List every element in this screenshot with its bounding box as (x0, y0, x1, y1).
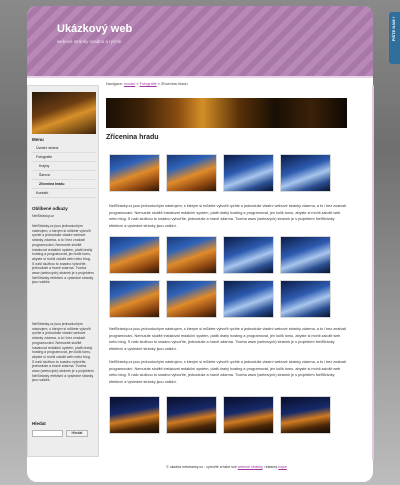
content-paragraph: NetStránky.cz jsou jednoduchým nástrojem, s kterým si můžete vytvořit rychle a jednoduše vlastní webové stránky zdarma, a to i bez znalostí programování. Nemusíte složitě instalovat redakční systém, platit drahý hosting a programovat, jen kolik tomu, abyste si mohli založit web nebo blog. S naší službou to snadno vytvoříte, jednoduše a hravě zdarma. Tvorba www (webových) stránek je s projektem NetStránky efektivní a výsledné stránky jsou validní. (109, 360, 347, 384)
search-button[interactable]: Hledat (66, 430, 88, 437)
gallery-thumbnail[interactable] (166, 396, 217, 434)
footer: © ukázka netstranky.cz - vytvořte si také své webové stránky, reklama kopie (166, 465, 287, 469)
gallery-thumbnail[interactable] (280, 396, 331, 434)
breadcrumb-current: Zřícenina hradu (160, 82, 188, 86)
menu-item-sarova[interactable]: Šárova (32, 171, 96, 180)
favorite-links-heading: Oblíbené odkazy (32, 206, 68, 211)
gallery-thumbnail[interactable] (280, 280, 331, 318)
menu-item-photos[interactable]: Fotografie (32, 153, 96, 162)
breadcrumb-link-photos[interactable]: Fotografie (139, 82, 157, 86)
content-right-border (372, 85, 374, 460)
menu-item-home[interactable]: Úvodní strana (32, 144, 96, 153)
gallery-thumbnail[interactable] (280, 154, 331, 192)
gallery-thumbnail[interactable] (223, 280, 274, 318)
breadcrumb: Navigace: úvodní » Fotografie » Zřícenina hradu (106, 82, 188, 86)
gallery-thumbnail[interactable] (109, 236, 160, 274)
gallery-thumbnail[interactable] (223, 154, 274, 192)
contact-side-tab[interactable] (389, 12, 400, 64)
banner-image (106, 98, 347, 128)
content-paragraph: NetStránky.cz jsou jednoduchým nástrojem, s kterým si můžete vytvořit rychle a jednoduše vlastní webové stránky zdarma, a to i bez znalostí programování. Nemusíte složitě instalovat redakční systém, platit drahý hosting a programovat, jen kolik tomu, abyste si mohli založit web nebo blog. S naší službou to snadno vytvoříte, jednoduše a hravě zdarma. Tvorba www (webových) stránek je s projektem NetStránky efektivní a výsledné stránky jsou validní. (109, 204, 347, 228)
gallery-thumbnail[interactable] (166, 236, 217, 274)
page-title: Zřícenina hradu (106, 134, 159, 141)
gallery-thumbnail[interactable] (280, 236, 331, 274)
sidebar-castle-image (32, 92, 96, 134)
search-input[interactable] (32, 430, 63, 437)
sidebar (27, 85, 99, 457)
footer-link-web[interactable]: webové stránky (237, 465, 263, 469)
content-paragraph: NetStránky.cz jsou jednoduchým nástrojem, s kterým si můžete vytvořit rychle a jednoduše vlastní webové stránky zdarma, a to i bez znalostí programování. Nemusíte složitě instalovat redakční systém, platit drahý hosting a programovat, jen kolik tomu, abyste si mohli založit web nebo blog. S naší službou to snadno vytvoříte, jednoduše a hravě zdarma. Tvorba www (webových) stránek je s projektem NetStránky efektivní a výsledné stránky jsou validní. (109, 327, 347, 351)
breadcrumb-link-home[interactable]: úvodní (123, 82, 136, 86)
search-heading: Hledat (32, 421, 46, 426)
favorite-link-netstranky[interactable]: NetStránky.cz (32, 214, 55, 218)
sidebar-text-2: NetStránky.cz jsou jednoduchým nástrojem, s kterým si můžete vytvořit rychle a jednoduše vlastní webové stránky zdarma, a to i bez znalostí programování. Nemusíte složitě instalovat redakční systém, platit drahý hosting a programovat, jen kolik tomu, abyste si mohli založit web nebo blog. S naší službou to snadno vytvoříte, jednoduše a hravě zdarma. Tvorba www (webových) stránek je s projektem NetStránky efektivní a výsledné stránky jsou validní. (32, 322, 94, 383)
gallery-thumbnail[interactable] (109, 154, 160, 192)
gallery-thumbnail[interactable] (109, 396, 160, 434)
menu-item-contact[interactable]: Kontakt (32, 189, 96, 198)
site-title[interactable]: Ukázkový web (57, 23, 133, 35)
menu-heading: Menu (32, 137, 44, 142)
header (27, 6, 373, 78)
footer-link-copy[interactable]: kopie (278, 465, 287, 469)
gallery-thumbnail[interactable] (109, 280, 160, 318)
gallery-thumbnail[interactable] (223, 236, 274, 274)
sidebar-text-1: NetStránky.cz jsou jednoduchým nástrojem, s kterým si můžete vytvořit rychle a jednoduše vlastní webové stránky zdarma, a to i bez znalostí programování. Nemusíte složitě instalovat redakční systém, platit drahý hosting a programovat, jen kolik tomu, abyste si mohli založit web nebo blog. S naší službou to snadno vytvoříte, jednoduše a hravě zdarma. Tvorba www (webových) stránek je s projektem NetStránky efektivní a výsledné stránky jsou validní. (32, 224, 94, 285)
contact-side-tab-label: PIŠTE NÁM ! (391, 17, 396, 42)
menu-item-castle-ruin[interactable]: Zřícenina hradu (32, 180, 96, 189)
menu-item-landscapes[interactable]: Krajiny (32, 162, 96, 171)
gallery-thumbnail[interactable] (223, 396, 274, 434)
gallery-thumbnail[interactable] (166, 154, 217, 192)
gallery-thumbnail[interactable] (166, 280, 217, 318)
site-slogan: webové stránky snadno a rychle (57, 39, 122, 44)
